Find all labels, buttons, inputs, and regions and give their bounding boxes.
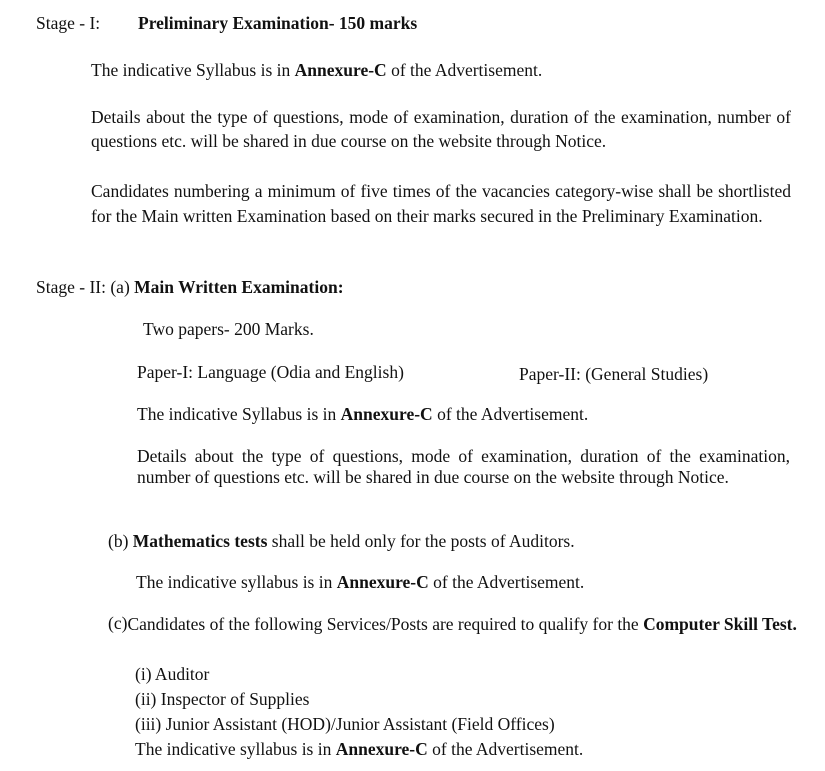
computer-skill-intro: Candidates of the following Services/Posts are required to qualify for the: [127, 614, 644, 634]
c-syllabus-annexure: Annexure-C: [335, 739, 428, 759]
c-syllabus-pre: The indicative syllabus is in: [135, 739, 336, 759]
stage-1-title: Preliminary Examination- 150 marks: [138, 13, 418, 33]
mathematics-tests-label: Mathematics tests: [132, 531, 268, 551]
stage-2-title: Main Written Examination:: [134, 277, 344, 297]
item-b-marker: (b): [108, 531, 133, 551]
stage-1-label: Stage - I:: [36, 13, 101, 33]
stage-2-c-block: [108, 612, 798, 636]
post-item-auditor: (i) Auditor: [135, 664, 210, 684]
stage-2-label: Stage - II: (a): [36, 277, 135, 297]
stage-1-title-line: [138, 12, 417, 35]
stage-2-heading: [36, 276, 344, 299]
stage-1-syllabus: [91, 59, 542, 82]
item-c-text: [127, 612, 798, 636]
stage-2-b-syllabus: [136, 571, 584, 594]
stage-2-c-intro: [108, 612, 798, 636]
stage-2-syllabus-annexure: Annexure-C: [340, 404, 433, 424]
stage-2-c-list: [135, 662, 583, 762]
stage-2-papers: Two papers- 200 Marks.: [143, 319, 314, 339]
b-syllabus-pre: The indicative syllabus is in: [136, 572, 337, 592]
stage-1-syllabus-post: of the Advertisement.: [386, 60, 543, 80]
c-syllabus-post: of the Advertisement.: [427, 739, 584, 759]
stage-1-heading: [36, 12, 100, 35]
stage-2-paper-1: Paper-I: Language (Odia and English): [137, 362, 404, 382]
stage-2-syllabus: [137, 403, 588, 426]
stage-1-syllabus-pre: The indicative Syllabus is in: [91, 60, 295, 80]
computer-skill-test-label: Computer Skill Test.: [643, 614, 797, 634]
b-syllabus-post: of the Advertisement.: [428, 572, 585, 592]
stage-2-b-mathematics: [108, 530, 575, 553]
b-syllabus-annexure: Annexure-C: [336, 572, 429, 592]
stage-2-c-syllabus: [135, 737, 583, 762]
post-item-junior-assistant: (iii) Junior Assistant (HOD)/Junior Assistant (Field Offices): [135, 714, 555, 734]
post-item-inspector: (ii) Inspector of Supplies: [135, 689, 310, 709]
stage-1-details: Details about the type of questions, mode of examination, duration of the examination, number of questions etc. will be shared in due course on the website through Notice.: [91, 107, 791, 151]
stage-1-shortlist: Candidates numbering a minimum of five times of the vacancies category-wise shall be shortlisted for the Main written Examination based on their marks secured in the Preliminary Examination.: [91, 181, 791, 226]
stage-2-syllabus-pre: The indicative Syllabus is in: [137, 404, 341, 424]
mathematics-tests-text: shall be held only for the posts of Auditors.: [267, 531, 575, 551]
item-c-marker: (c): [108, 613, 128, 633]
stage-2-paper-2: Paper-II: (General Studies): [519, 364, 709, 384]
stage-2-details: Details about the type of questions, mode of examination, duration of the examination, number of questions etc. will be shared in due course on the website through Notice.: [137, 446, 790, 487]
stage-1-syllabus-annexure: Annexure-C: [294, 60, 387, 80]
stage-2-syllabus-post: of the Advertisement.: [432, 404, 589, 424]
